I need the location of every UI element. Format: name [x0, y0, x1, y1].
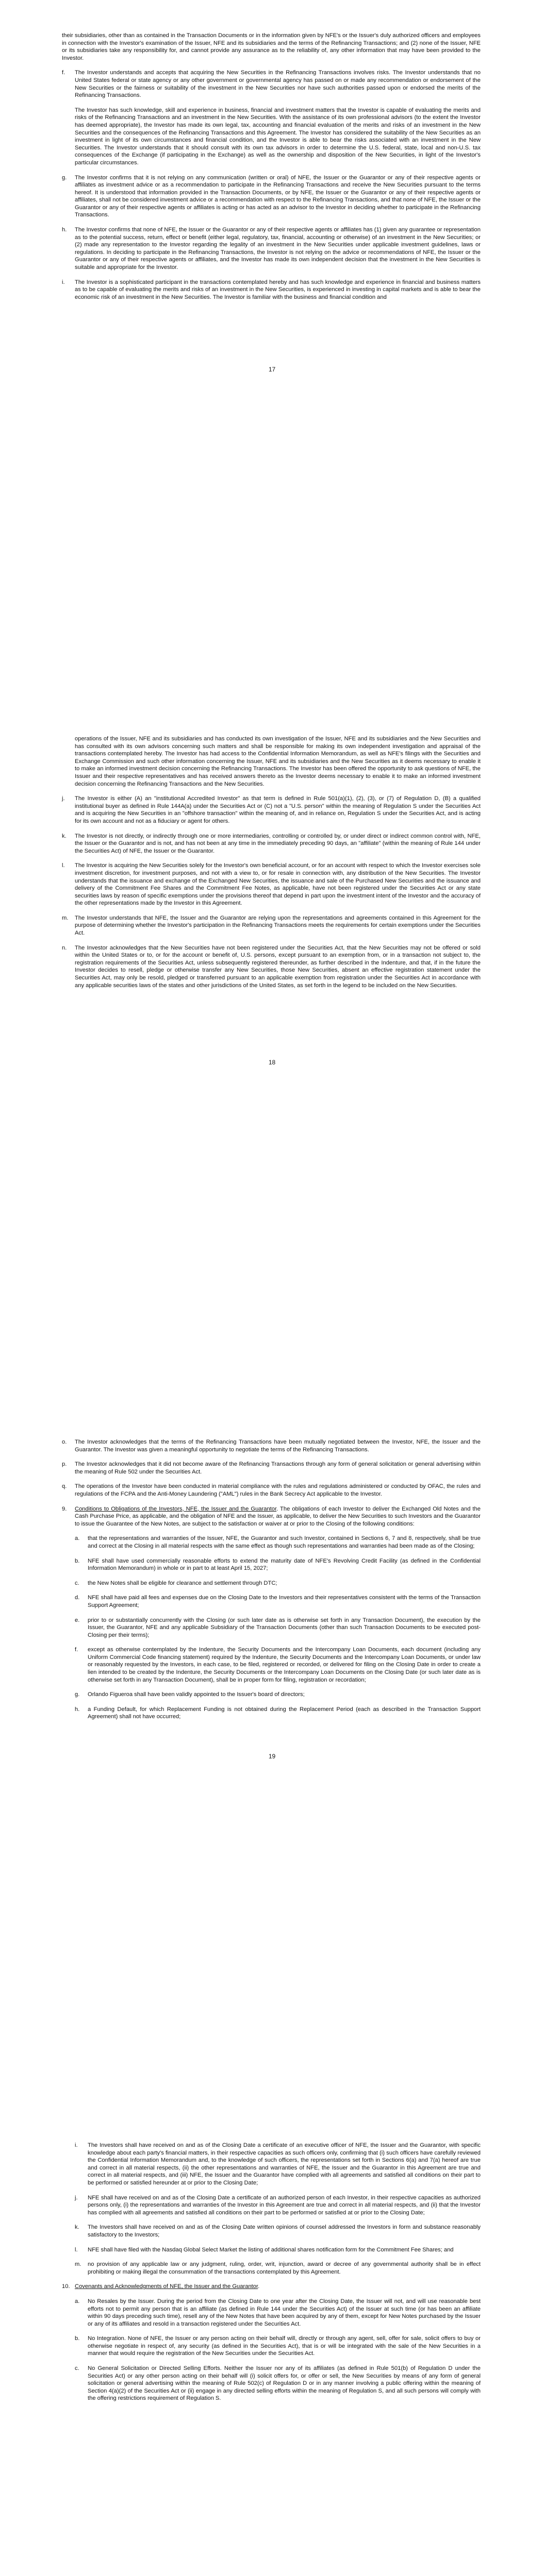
page-body [62, 2142, 481, 2410]
list-item [75, 2142, 481, 2187]
list-item-label: e. [75, 1617, 80, 1623]
paragraph-text: their subsidiaries, other than as contained in the Transaction Documents or in the information given by NFE's or the Issuer's duly authorized officers and employees in connection with the Investor's examination of the Issuer, NFE and its subsidiaries and the terms of the Refinancing Transactions; and (2) none of the Issuer, NFE or its subsidiaries take any responsibility for, and cannot provide any assurance as to the reliability of, any other information that may have been provided to the Investor. [62, 32, 481, 61]
list-item [62, 914, 481, 937]
list-item-text: NFE shall have used commercially reasonable efforts to extend the maturity date of NFE's Revolving Credit Facility (as defined in the Confidential Information Memorandum) in whole or in part to at least April 15, 2027; [88, 1557, 481, 1572]
list-item [75, 2298, 481, 2328]
list-item [75, 2335, 481, 2358]
list-item-label: d. [75, 1595, 80, 1601]
list-item-label: h. [75, 1706, 80, 1713]
list-item-label: p. [62, 1461, 67, 1468]
list-item-text: Orlando Figueroa shall have been validly appointed to the Issuer's board of directors; [88, 1691, 305, 1698]
list-item [75, 1580, 481, 1587]
list-item-text: The Investor understands and accepts that acquiring the New Securities in the Refinancing Transactions involves risks. The Investor understands that no United States federal or state agency or any other government or governmental agency has passed on or made any recommendation or endorsement of the New Securities or the fairness or suitability of the investment in the New Securities nor have such authorities passed upon or endorsed the merits of the Refinancing Transactions. [75, 70, 481, 99]
list-item [62, 795, 481, 825]
list-item-text: The Investor acknowledges that it did not become aware of the Refinancing Transactions through any form of general solicitation or general advertising within the meaning of Rule 502 under the Securities Act. [75, 1461, 481, 1475]
list-item [62, 174, 481, 219]
list-item [62, 944, 481, 990]
section-text: . [258, 2283, 260, 2290]
list-item-text: the New Notes shall be eligible for clearance and settlement through DTC; [88, 1580, 277, 1586]
page-body [62, 735, 481, 996]
list-item-text: No General Solicitation or Directed Selling Efforts. Neither the Issuer nor any of its affiliates (as defined in Rule 501(b) of Regulation D under the Securities Act) or any other person acting on their behalf will (i) solicit offers for, or offer or sell, the New Securities by means of any form of general solicitation or general advertising within the meaning of Rule 502(c) of Regulation D or in any manner involving a public offering within the meaning of Section 4(a)(2) of the Securities Act or (ii) engage in any directed selling efforts within the meaning of Regulation S, and all such persons will comply with the offering restrictions requirement of Regulation S. [88, 2365, 481, 2402]
list-item-text: NFE shall have paid all fees and expenses due on the Closing Date to the Investors and their representatives consistent with the terms of the Transaction Support Agreement; [88, 1595, 481, 1608]
list-item-text: The Investor acknowledges that the terms of the Refinancing Transactions have been mutually negotiated between the Investor, NFE, the Issuer and the Guarantor. The Investor was given a meaningful opportunity to negotiate the terms of the Refinancing Transactions. [75, 1439, 481, 1453]
section-heading [62, 1505, 481, 1528]
page-body [62, 1438, 481, 1728]
list-item [62, 1438, 481, 1453]
list-item-text: The Investor is not directly, or indirectly through one or more intermediaries, controlling or controlled by, or under direct or indirect common control with, NFE, the Issuer or the Guarantor and is not, and has not been at any time in the immediately preceding 90 days, an "affiliate" (within the meaning of Rule 144 under the Securities Act) of NFE, the Issuer or the Guarantor. [75, 833, 481, 854]
list-item-text: No Resales by the Issuer. During the period from the Closing Date to one year after the Closing Date, the Issuer will not, and will use reasonable best efforts not to permit any person that is an affiliate (as defined in Rule 144 under the Securities Act) of the Issuer at such time (or has been an affiliate within 90 days preceding such time), resell any of the New Notes that have been acquired by any of them, except for New Notes purchased by the Issuer or any of its affiliates and resold in a transaction registered under the Securities Act. [88, 2298, 481, 2327]
list-item-text: The Investors shall have received on and as of the Closing Date written opinions of counsel addressed the Investors in form and substance reasonably satisfactory to the Investors; [88, 2224, 481, 2238]
list-item-label: l. [75, 2246, 78, 2253]
list-item [75, 1646, 481, 1684]
page-17 [0, 0, 544, 703]
list-item-text: The Investor is a sophisticated participant in the transactions contemplated hereby and has such knowledge and experience in financial and business matters as to be capable of evaluating the merits and risks of an investment in the New Securities, is experienced in investing in capital markets and is able to bear the economic risk of an investment in the New Securities. The Investor is familiar with the business and financial condition and [75, 279, 481, 300]
list-item-label: b. [75, 2335, 80, 2342]
list-item [75, 2224, 481, 2239]
page-number: 17 [268, 366, 276, 373]
list-item [75, 2365, 481, 2402]
list-item [75, 1557, 481, 1572]
list-item-label: c. [75, 1580, 79, 1586]
list-item-label: g. [75, 1691, 80, 1698]
list-item-label: c. [75, 2365, 79, 2372]
list-item-label: f. [62, 70, 65, 76]
list-item-label: a. [75, 2298, 80, 2304]
page-number: 18 [268, 1059, 276, 1066]
list-item-label: a. [75, 1535, 80, 1542]
paragraph [62, 32, 481, 62]
page-20 [0, 2110, 544, 2576]
list-item-label: m. [75, 2261, 81, 2268]
list-item-text: that the representations and warranties of the Issuer, NFE, the Guarantor and such Investor, contained in Sections 6, 7 and 8, respectively, shall be true and correct at the Closing in all material respects with the same effect as though such representations and warranties had been made as of the Closing; [88, 1535, 481, 1549]
section-heading [62, 2283, 481, 2291]
list-item [75, 2246, 481, 2254]
list-item-label: h. [62, 227, 67, 233]
list-item-label: j. [62, 795, 65, 802]
list-item-text: a Funding Default, for which Replacement Funding is not obtained during the Replacement Period (each as described in the Transaction Support Agreement) shall not have occurred; [88, 1706, 481, 1720]
list-item [62, 1461, 481, 1476]
paragraph [62, 735, 481, 788]
list-item-text: prior to or substantially concurrently with the Closing (or such later date as is otherwise set forth in any Transaction Document), the execution by the Issuer, the Guarantor, NFE and any applicable Subsidiary of the Transaction Documents (other than such Transaction Documents to be executed post-Closing per their terms); [88, 1617, 481, 1638]
list-item [75, 1594, 481, 1609]
list-item [62, 226, 481, 272]
page-number: 19 [268, 1753, 276, 1760]
list-item-text: NFE shall have filed with the Nasdaq Global Select Market the listing of additional shares notification form for the Commitment Fee Shares; and [88, 2246, 454, 2253]
list-item-label: i. [75, 2142, 78, 2148]
list-item-text: except as otherwise contemplated by the Indenture, the Security Documents and the Intercompany Loan Documents, each document (including any Uniform Commercial Code financing statement) required by the Indenture, the Security Documents and the Intercompany Loan Documents, or under law or reasonably requested by the Investors, in each case, to be filed, registered or recorded, or delivered for filing on the Closing Date in order to create a lien intended to be created by the Indenture, the Security Documents or the Intercompany Loan Documents on the Closing Date (or such later date as is otherwise set forth in any Transaction Document), shall be in proper form for filing, registration or recordation; [88, 1647, 481, 1683]
list-item-text: The Investor acknowledges that the New Securities have not been registered under the Securities Act, that the New Securities may not be offered or sold within the United States or to, or for the account or benefit of, U.S. persons, except pursuant to an exemption from, or in a transaction not subject to, the registration requirements of the Securities Act, unless subsequently registered thereunder, as further described in the Indenture, and that, if in the future the Investor decides to resell, pledge or otherwise transfer any New Securities, those New Securities, absent an effective registration statement under the Securities Act, may only be resold, pledged or transferred pursuant to an applicable exemption from registration under the Securities Act in accordance with any applicable securities laws of the states and other jurisdictions of the United States, as set forth in the legend to be included on the New Securities. [75, 944, 481, 989]
list-item [62, 833, 481, 855]
list-item [75, 1706, 481, 1721]
list-item-label: q. [62, 1483, 67, 1490]
list-item-text: NFE shall have received on and as of the Closing Date a certificate of an authorized person of each Investor, in their respective capacities as authorized persons only, (i) the representations and warranties of the Investor in this Agreement are true and correct in all material respects, and (ii) that the Investor has complied with all agreements and satisfied all conditions on their part to be performed or satisfied at or prior to the Closing Date; [88, 2194, 481, 2216]
list-item-label: k. [75, 2224, 79, 2231]
list-item [75, 2194, 481, 2217]
page-body [62, 32, 481, 308]
section-number: 10. [62, 2283, 70, 2290]
list-item-text: The Investors shall have received on and as of the Closing Date a certificate of an executive officer of NFE, the Issuer and the Guarantor, with specific knowledge about each party's financial matters, in their respective capacities as such officers only, confirming that (i) such officers have carefully reviewed the Confidential Information Memorandum and, to the knowledge of such officers, the representations set forth in Sections 6(a) and 7(a) hereof are true and correct in all material respects, (ii) the other representations and warranties of NFE, the Issuer and the Guarantor in this Agreement are true and correct in all material respects, and (iii) NFE, the Issuer and the Guarantor have complied with all agreements and satisfied all conditions on their part to be performed or satisfied hereunder at or prior to the Closing Date; [88, 2142, 481, 2186]
list-item [75, 1617, 481, 1639]
list-item [75, 2261, 481, 2276]
list-item-text: No Integration. None of NFE, the Issuer or any person acting on their behalf will, directly or through any agent, sell, offer for sale, solicit offers to buy or otherwise negotiate in respect of, any security (as defined in the Securities Act), that is or will be integrated with the sale of the New Securities in a manner that would require the registration of the New Securities under the Securities Act. [88, 2335, 481, 2357]
list-item-label: n. [62, 944, 67, 951]
section-number: 9. [62, 1505, 67, 1512]
list-item [62, 279, 481, 301]
section-text: . The obligations of each Investor to deliver the Exchanged Old Notes and the Cash Purchase Price, as applicable, and the obligation of NFE and the Issuer, as applicable, to deliver the New Securities to such Investors and the Guarantor to issue the Guarantee of the New Notes, are subject to the satisfaction or waiver at or prior to the Closing of the following conditions: [75, 1505, 481, 1527]
list-item-label: j. [75, 2194, 78, 2201]
list-item-label: i. [62, 279, 65, 285]
section-title: Covenants and Acknowledgments of NFE, the Issuer and the Guarantor [75, 2283, 258, 2290]
list-item-label: o. [62, 1439, 67, 1445]
list-item [62, 1483, 481, 1498]
list-item-text: The Investor understands that NFE, the Issuer and the Guarantor are relying upon the representations and agreements contained in this Agreement for the purpose of determining whether the Investor's participation in the Refinancing Transactions meets the requirements for certain exemptions under the Securities Act. [75, 914, 481, 937]
list-item [75, 1691, 481, 1699]
list-item-text: The Investor confirms that none of NFE, the Issuer or the Guarantor or any of their respective agents or affiliates has (1) given any guarantee or representation as to the potential success, return, effect or benefit (either legal, regulatory, tax, financial, accounting or otherwise) of an investment in the New Securities; or (2) made any representation to the Investor regarding the legality of an investment in the New Securities under applicable investment guidelines, laws or regulations. In deciding to participate in the Refinancing Transactions, the Investor is not relying on the advice or recommendations of NFE, the Issuer or the Guarantor or any of their respective agents or affiliates, and the Investor has made its own independent decision that the investment in the New Securities is suitable and appropriate for the Investor. [75, 227, 481, 271]
list-item-text: no provision of any applicable law or any judgment, ruling, order, writ, injunction, award or decree of any governmental authority shall be in effect prohibiting or making illegal the consummation of the transactions contemplated by this Agreement. [88, 2261, 481, 2275]
list-item [62, 69, 481, 99]
page-19 [0, 1406, 544, 2110]
paragraph-text: operations of the Issuer, NFE and its subsidiaries and has conducted its own investigation of the Issuer, NFE and its subsidiaries and the New Securities and has consulted with its own advisors concerning such matters and shall be responsible for making its own independent investigation and appraisal of the transactions contemplated hereby. The Investor has had access to the Confidential Information Memorandum, as well as NFE's filings with the Securities and Exchange Commission and such other information concerning the Issuer, NFE and its subsidiaries and the New Securities as it deems necessary to enable it to make an informed investment decision concerning the Refinancing Transactions. The Investor has been offered the opportunity to ask questions of NFE, the Issuer and their respective representatives and has received answers thereto as the Investor deems necessary to enable it to make an informed investment decision concerning the Refinancing Transactions and the New Securities. [75, 736, 481, 787]
list-item-label: l. [62, 862, 65, 869]
list-item-text: The operations of the Investor have been conducted in material compliance with the rules and regulations administered or conducted by OFAC, the rules and regulations of the FCPA and the Anti-Money Laundering ("AML") rules in the Bank Secrecy Act applicable to the Investor. [75, 1483, 481, 1497]
list-item-label: m. [62, 914, 69, 921]
list-item [62, 862, 481, 907]
page-18 [0, 703, 544, 1406]
list-item-label: g. [62, 174, 67, 181]
list-item-text: The Investor is acquiring the New Securities solely for the Investor's own beneficial account, or for an account with respect to which the Investor exercises sole investment discretion, for investment purposes, and not with a view to, or for resale in connection with, any distribution of the New Securities. The Investor understands that the issuance and exchange of the Exchanged New Securities, the issuance and sale of the Purchased New Securities and the issuance and delivery of the Commitment Fee Shares and the Commitment Fee Notes, as applicable, have not been registered under the Securities Act or any state securities laws by reason of specific exemptions under the provisions thereof that depend in part upon the investment intent of the Investor and the accuracy of the other representations made by the Investor in this Agreement. [75, 862, 481, 907]
list-item-text: The Investor confirms that it is not relying on any communication (written or oral) of NFE, the Issuer or the Guarantor or any of their respective agents or affiliates as investment advice or as a recommendation to participate in the Refinancing Transactions and receive the New Securities pursuant to the terms hereof. It is understood that information provided in the Transaction Documents, or by NFE, the Issuer or the Guarantor or any of their respective agents or affiliates, shall not be considered investment advice or a recommendation with respect to the Refinancing Transactions, and that none of NFE, the Issuer or the Guarantor or any of their respective agents or affiliates is acting or has acted as an advisor to the Investor in deciding whether to participate in the Refinancing Transactions. [75, 174, 481, 218]
section-title: Conditions to Obligations of the Investors, NFE, the Issuer and the Guarantor [75, 1505, 277, 1512]
list-item-text: The Investor is either (A) an "institutional Accredited Investor" as that term is defined in Rule 501(a)(1), (2), (3), or (7) of Regulation D, (B) a qualified institutional buyer as defined in Rule 144A(a) under the Securities Act or (C) not a "U.S. person" within the meaning of Regulation S under the Securities Act and is acquiring the New Securities in an "offshore transaction" within the meaning of, and in reliance on, Regulation S under the Securities Act, and is acting for its own account and not as a fiduciary or agent for others. [75, 795, 481, 824]
paragraph-text: The Investor has such knowledge, skill and experience in business, financial and investment matters that the Investor is capable of evaluating the merits and risks of the Refinancing Transactions and an investment in the New Securities. With the assistance of its own professional advisors (to the extent the Investor has deemed appropriate), the Investor has made its own legal, tax, accounting and financial evaluation of the merits and risks of an investment in the New Securities and the consequences of the Refinancing Transactions and this Agreement. The Investor has considered the suitability of the New Securities as an investment in light of its own circumstances and financial condition, and the Investor is able to bear the risks associated with an investment in the New Securities. The Investor understands that it should consult with its own tax advisors in order to determine the U.S. federal, state, local and non-U.S. tax consequences of the Exchange (if participating in the Exchange) as well as the ownership and disposition of the New Securities, in light of the Investor's particular circumstances. [75, 107, 481, 166]
list-item-label: k. [62, 833, 67, 839]
list-item [75, 1535, 481, 1550]
list-item-label: b. [75, 1557, 80, 1564]
paragraph [62, 107, 481, 167]
list-item-label: f. [75, 1647, 78, 1653]
